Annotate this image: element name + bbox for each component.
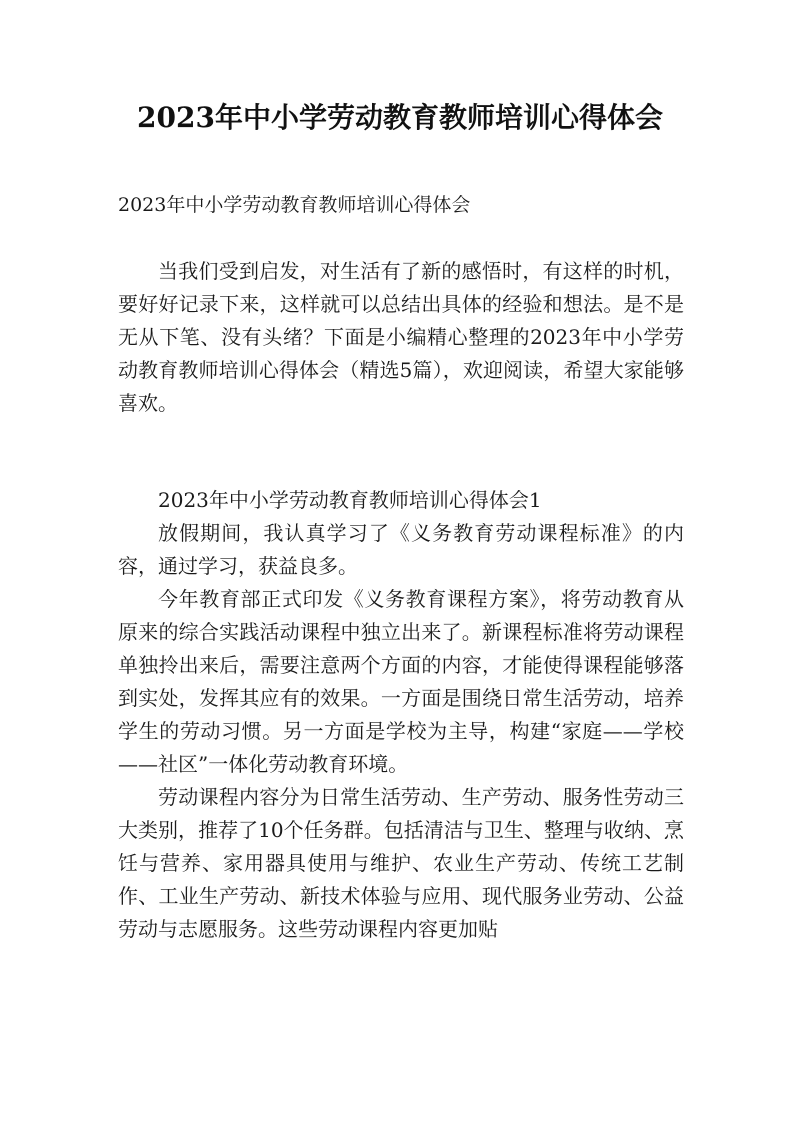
body-paragraph-2: 今年教育部正式印发《义务教育课程方案》，将劳动教育从原来的综合实践活动课程中独立出来了。新课程标准将劳动课程单独拎出来后，需要注意两个方面的内容，才能使得课程能够落到实处，发挥其应有的效果。一方面是围绕日常生活劳动，培养学生的劳动习惯。另一方面是学校为主导，构建“家庭——学校——社区”一体化劳动教育环境。 <box>118 587 684 776</box>
section-1 <box>118 484 684 946</box>
page-title: 2023年中小学劳动教育教师培训心得体会 <box>137 101 663 134</box>
body-paragraph-3: 劳动课程内容分为日常生活劳动、生产劳动、服务性劳动三大类别，推荐了10个任务群。包括清洁与卫生、整理与收纳、烹饪与营养、家用器具使用与维护、农业生产劳动、传统工艺制作、工业生产劳动、新技术体验与应用、现代服务业劳动、公益劳动与志愿服务。这些劳动课程内容更加贴 <box>118 785 684 941</box>
intro-section <box>118 255 684 420</box>
intro-paragraph: 当我们受到启发，对生活有了新的感悟时，有这样的时机，要好好记录下来，这样就可以总结出具体的经验和想法。是不是无从下笔、没有头绪？下面是小编精心整理的2023年中小学劳动教育教师培训心得体会（精选5篇），欢迎阅读，希望大家能够喜欢。 <box>118 259 684 415</box>
document-subtitle: 2023年中小学劳动教育教师培训心得体会 <box>118 194 471 216</box>
body-paragraph-1: 放假期间，我认真学习了《义务教育劳动课程标准》的内容，通过学习，获益良多。 <box>118 521 684 578</box>
section-heading: 2023年中小学劳动教育教师培训心得体会1 <box>158 488 542 512</box>
